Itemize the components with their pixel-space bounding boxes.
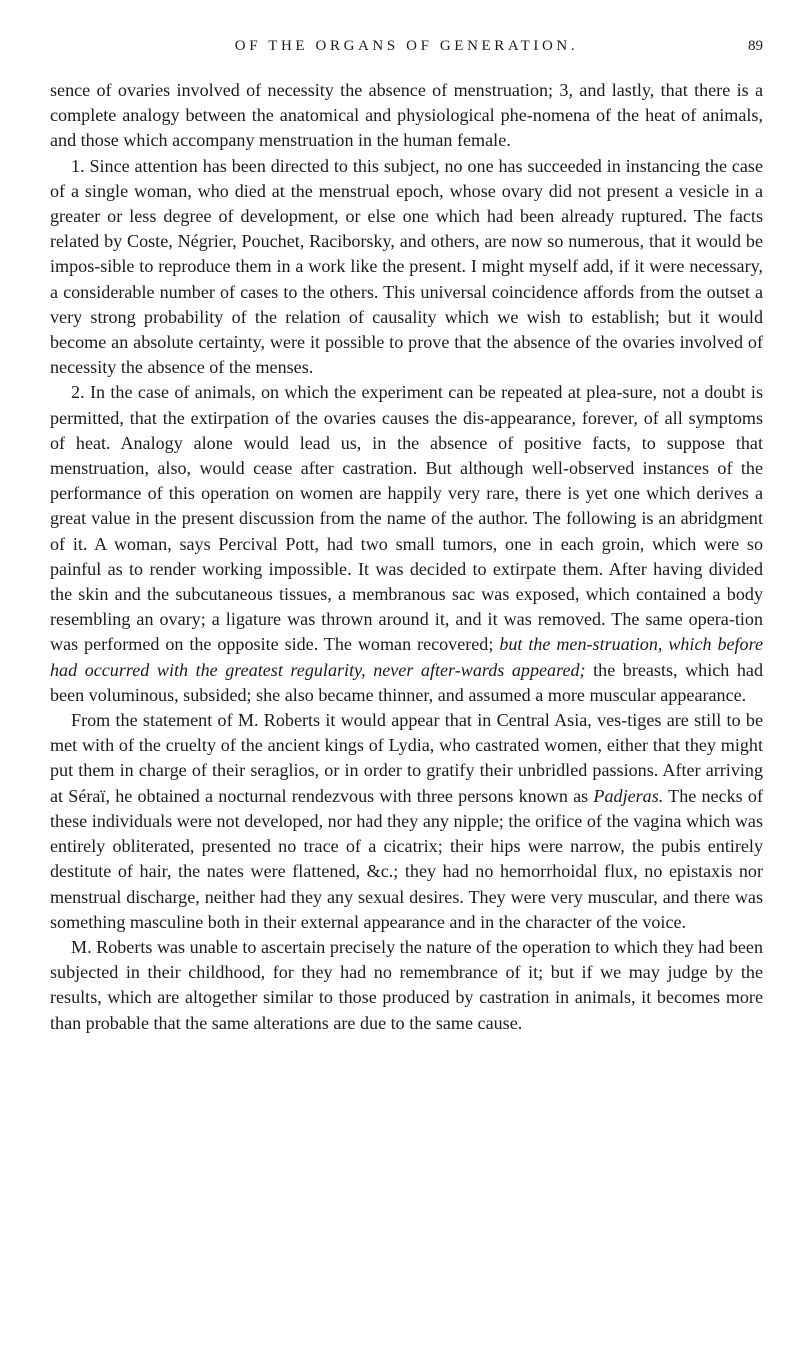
paragraph-roberts-conclusion — [50, 935, 763, 1036]
text-segment: 1. Since attention has been directed to this subject, no one has succeeded in instancing the case of a single woman, who died at the menstrual epoch, whose ovary did not present a vesicle in a greater or less degree of development, or else one which had been already ruptured. The facts related by Coste, Négrier, Pouchet, Raciborsky, and others, are now so numerous, that it would be impos-sible to reproduce them in a work like the present. I might myself add, if it were necessary, a considerable number of cases to the others. This universal coincidence affords from the outset a very strong probability of the relation of causality which we wish to establish; but it would become an absolute certainty, were it possible to prove that the absence of the ovaries involved of necessity the absence of the menses. — [50, 155, 763, 378]
italic-text-segment: but the men-struation, which before had occurred with the greatest regularity, never after-wards appeared; — [50, 634, 764, 680]
running-title: OF THE ORGANS OF GENERATION. — [234, 38, 579, 54]
text-segment: M. Roberts was unable to ascertain precisely the nature of the operation to which they had been subjected in their childhood, for they had no remembrance of it; but if we may judge by the results, which are altogether similar to those produced by castration in animals, it becomes more than probable that the same alterations are due to the same cause. — [50, 936, 763, 1033]
italic-text-segment: Padjeras. — [593, 785, 664, 806]
paragraph-ovary-vesicle — [50, 154, 763, 381]
text-segment: From the statement of M. Roberts it would appear that in Central Asia, ves-tiges are still to be met with of the cruelty of the ancient kings of Lydia, who castrated women, either that they might put them in charge of their seraglios, or in order to gratify their unbridled passions. After arriving at Séraï, he obtained a nocturnal rendezvous with three persons known as — [50, 710, 763, 806]
text-segment: sence of ovaries involved of necessity the absence of menstruation; 3, and lastly, that there is a complete analogy between the anatomical and physiological phe-nomena of the heat of animals, and those which accompany menstruation in the human female. — [50, 80, 763, 151]
page-number: 89 — [748, 38, 763, 54]
running-head — [50, 38, 763, 62]
body-text — [50, 78, 763, 1036]
paragraph-castration-animals — [50, 380, 763, 708]
text-segment: the breasts, which had been voluminous, subsided; she also became thinner, and assumed a more muscular appearance. — [50, 659, 763, 705]
text-segment: 2. In the case of animals, on which the experiment can be repeated at plea-sure, not a doubt is permitted, that the extirpation of the ovaries causes the dis-appearance, forever, of all symptoms of heat. Analogy alone would lead us, in the absence of positive facts, to suppose that menstruation, also, would cease after castration. But although well-observed instances of the performance of this operation on women are happily very rare, there is yet one which derives a great value in the present discussion from the name of the author. The following is an abridgment of it. A woman, says Percival Pott, had two small tumors, one in each groin, which were so painful as to render working impossible. It was decided to extirpate them. After having divided the skin and the subcutaneous tissues, a membranous sac was exposed, which contained a body resembling an ovary; a ligature was thrown around it, and it was removed. The same opera-tion was performed on the opposite side. The woman recovered; — [50, 382, 763, 655]
paragraph-roberts-statement — [50, 708, 763, 935]
text-segment: The necks of these individuals were not developed, nor had they any nipple; the orifice of the vagina which was entirely obliterated, presented no trace of a cicatrix; their hips were narrow, the pubis entirely destitute of hair, the nates were flattened, &c.; they had no hemorrhoidal flux, no epistaxis nor menstrual discharge, neither had they any sexual desires. They were very muscular, and there was something masculine both in their external appearance and in the character of the voice. — [50, 785, 763, 932]
paragraph-continued — [50, 78, 763, 154]
